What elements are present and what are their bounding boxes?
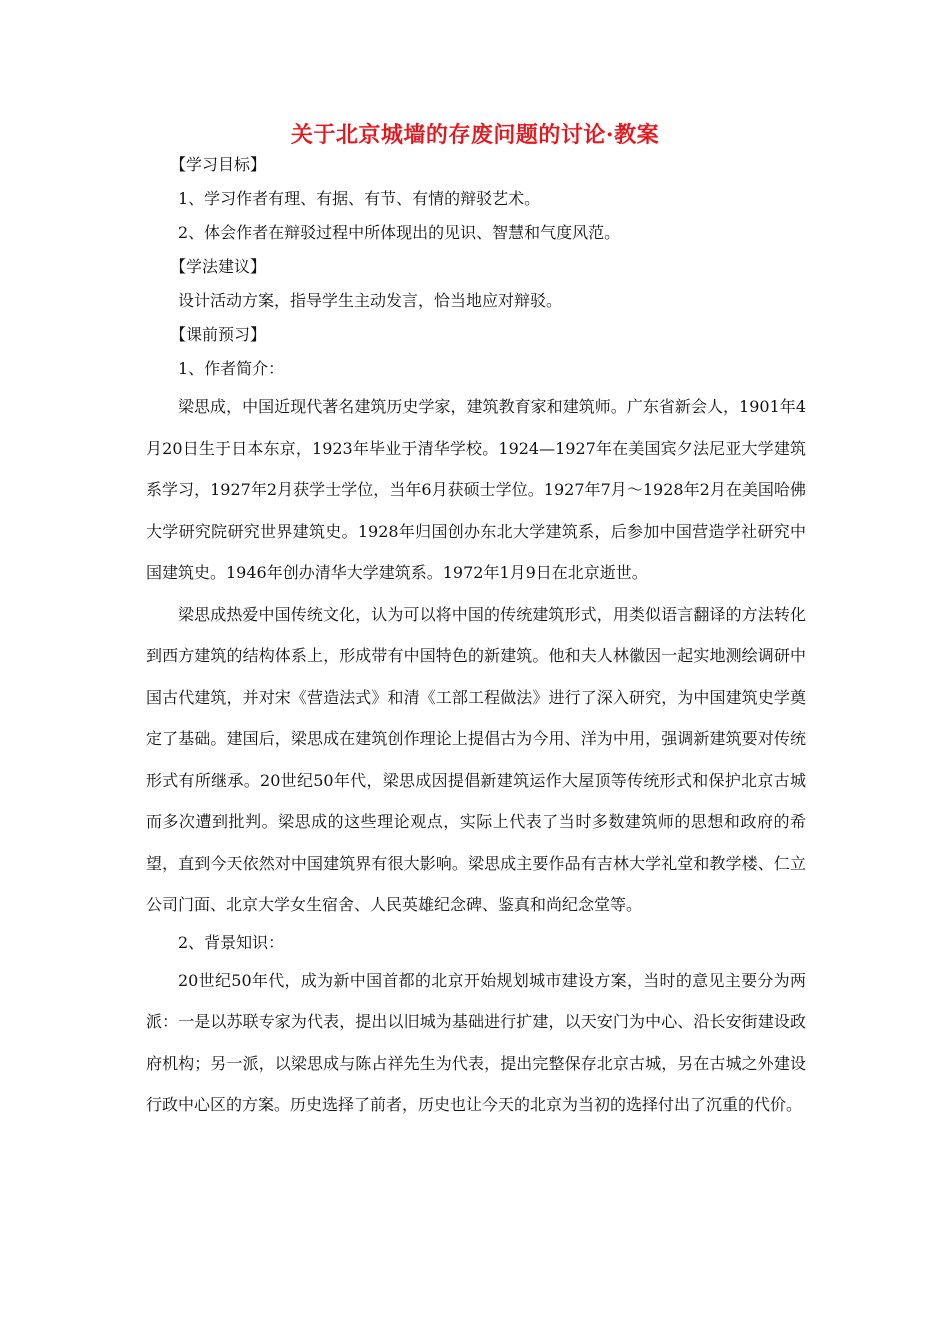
method-heading: 【学法建议】: [170, 257, 267, 276]
author-paragraph-2: 梁思成热爱中国传统文化，认为可以将中国的传统建筑形式，用类似语言翻译的方法转化到西方建筑的结构体系上，形成带有中国特色的新建筑。他和夫人林徽因一起实地测绘调研中国古代建筑，并对宋《营造法式》和清《工部工程做法》进行了深入研究，为中国建筑史学奠定了基础。建国后，梁思成在建筑创作理论上提倡古为今用、洋为中用，强调新建筑要对传统形式有所继承。20世纪50年代，梁思成因提倡新建筑运作大屋顶等传统形式和保护北京古城而多次遭到批判。梁思成的这些理论观点，实际上代表了当时多数建筑师的思想和政府的希望，直到今天依然对中国建筑界有很大影响。梁思成主要作品有吉林大学礼堂和教学楼、仁立公司门面、北京大学女生宿舍、人民英雄纪念碑、鉴真和尚纪念堂等。: [146, 604, 806, 914]
author-paragraph-1: 梁思成，中国近现代著名建筑历史学家，建筑教育家和建筑师。广东省新会人，1901年4月20日生于日本东京，1923年毕业于清华学校。1924—1927年在美国宾夕法尼亚大学建筑系学习，1927年2月获学士学位，当年6月获硕士学位。1927年7月～1928年2月在美国哈佛大学研究院研究世界建筑史。1928年归国创办东北大学建筑系，后参加中国营造学社研究中国建筑史。1946年创办清华大学建筑系。1972年1月9日在北京逝世。: [146, 397, 806, 582]
author-heading: 1、作者简介：: [178, 359, 285, 378]
goal-item-1: 1、学习作者有理、有据、有节、有情的辩驳艺术。: [178, 189, 541, 208]
goal-item-2: 2、体会作者在辩驳过程中所体现出的见识、智慧和气度风范。: [178, 223, 621, 242]
document-body: [146, 148, 806, 1126]
method-text: 设计活动方案，指导学生主动发言，恰当地应对辩驳。: [178, 291, 563, 310]
background-paragraph-1: 20世纪50年代，成为新中国首都的北京开始规划城市建设方案，当时的意见主要分为两派：一是以苏联专家为代表，提出以旧城为基础进行扩建，以天安门为中心、沿长安街建设政府机构；另一派，以梁思成与陈占祥先生为代表，提出完整保存北京古城，另在古城之外建设行政中心区的方案。历史选择了前者，历史也让今天的北京为当初的选择付出了沉重的代价。: [146, 970, 806, 1114]
document-title: 关于北京城墙的存废问题的讨论·教案: [290, 122, 660, 148]
preview-heading: 【课前预习】: [170, 325, 267, 344]
goals-heading: 【学习目标】: [170, 155, 267, 174]
background-heading: 2、背景知识：: [178, 932, 285, 952]
